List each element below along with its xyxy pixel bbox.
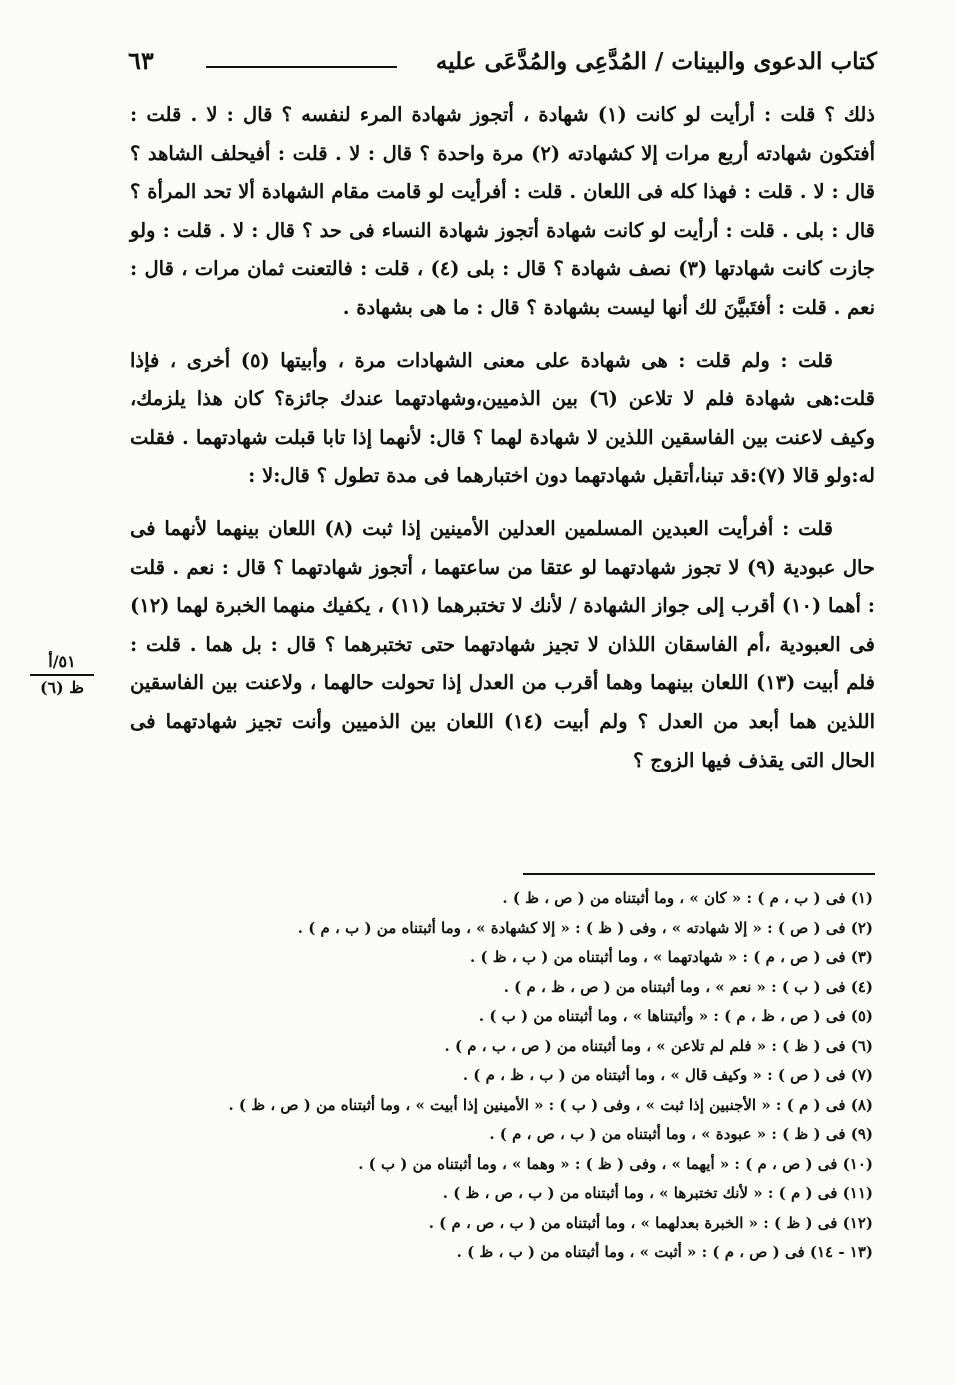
page-number: ٦٣ — [128, 46, 154, 75]
footnote: (١٠) فى ( ص ، م ) : « أيهما » ، وفى ( ظ ) : « وهما » ، وما أثبتناه من ( ب ) . — [358, 1154, 873, 1173]
footnote: (١) فى ( ب ، م ) : « كان » ، وما أثبتناه من ( ص ، ظ ) . — [502, 889, 873, 907]
footnote: (٥) فى ( ص ، ظ ، م ) : « وأثبتناها » ، وما أثبتناه من ( ب ) . — [478, 1007, 873, 1025]
footnote: (١٣ - ١٤) فى ( ص ، م ) : « أثبت » ، وما أثبتناه من ( ب ، ظ ) . — [456, 1243, 873, 1261]
main-text — [130, 96, 875, 780]
footnote: (٣) فى ( ص ، م ) : « شهادتهما » ، وما أثبتناه من ( ب ، ظ ) . — [470, 948, 873, 966]
paragraph: قلت : ولم قلت : هى شهادة على معنى الشهادات مرة ، وأبيتها (٥) أخرى ، فإذا قلت:هى شهادة فلم لا تلاعن (٦) بين الذميين،وشهادتهما عندك جائزة؟ كان هذا يلزمك، وكيف لاعنت بين الفاسقين اللذين لا شهادة لهما ؟ قال: لأنهما إذا تابا قبلت شهادتهما . فقلت له:ولو قالا (٧):قد تبنا،أتقبل شهادتهما دون اختبارهما فى مدة تطول ؟ قال:لا : — [130, 348, 875, 488]
footnote: (٦) فى ( ظ ) : « فلم لم تلاعن » ، وما أثبتناه من ( ص ، ب ، م ) . — [444, 1036, 873, 1055]
footnote: (٧) فى ( ص ) : « وكيف قال » ، وما أثبتناه من ( ب ، ظ ، م ) . — [462, 1066, 873, 1084]
header-rule — [206, 66, 397, 68]
folio-reference: ٥١/أ — [30, 652, 94, 676]
footnote: (١١) فى ( م ) : « لأنك تختبرها » ، وما أثبتناه من ( ب ، ص ، ظ ) . — [442, 1184, 873, 1202]
footnote: (٤) فى ( ب ) : « نعم » ، وما أثبتناه من ( ص ، ظ ، م ) . — [503, 977, 873, 996]
footnote: (٨) فى ( م ) : « الأجنبين إذا ثبت » ، وفى ( ب ) : « الأمينين إذا أبيت » ، وما أثبتناه من ( ص ، ظ ) . — [228, 1095, 873, 1114]
paragraph: قلت : أفرأيت العبدين المسلمين العدلين الأمينين إذا ثبت (٨) اللعان بينهما لأنهما فى حال عبودية (٩) لا تجوز شهادتهما لو عتقا من ساعتهما ، أتجوز شهادتهما ؟ قال : نعم . قلت : أهما (١٠) أقرب إلى جواز الشهادة / لأنك لا تختبرهما (١١) ، يكفيك منهما الخبرة لهما (١٢) فى العبودية ،أم الفاسقان اللذان لا تجيز شهادتهما حتى تختبرهما ؟ قال : بل هما . قلت : فلم أبيت (١٣) اللعان بينهما وهما أقرب من العدل إذا تحولت حالهما ، ولاعنت بين الفاسقين اللذين هما أبعد من العدل ؟ ولم أبيت (١٤) اللعان بين الذميين وأنت تجيز شهادتهما فى الحال التى يقذف فيها الزوج ؟ — [130, 516, 875, 772]
paragraph: ذلك ؟ قلت : أرأيت لو كانت (١) شهادة ، أتجوز شهادة المرء لنفسه ؟ قال : لا . قلت : أفتكون شهادته أربع مرات إلا كشهادته (٢) مرة واحدة ؟ قال : لا . قلت : أفيحلف الشاهد ؟ قال : لا . قلت : فهذا كله فى اللعان . قلت : أفرأيت لو قامت مقام الشهادة ألا تحد المرأة ؟ قال : بلى . قلت : أرأيت لو كانت شهادة أتجوز شهادة النساء فى حد ؟ قال : لا . قلت : ولو جازت كانت شهادتها (٣) نصف شهادة ؟ قال : بلى (٤) ، قلت : فالتعنت ثمان مرات ، قال : نعم . قلت : أفتَبيَّنَ لك أنها ليست بشهادة ؟ قال : ما هى بشهادة . — [130, 103, 875, 319]
footnotes-list — [153, 884, 873, 1268]
footnote: (١٢) فى ( ظ ) : « الخبرة بعدلهما » ، وما أثبتناه من ( ب ، ص ، م ) . — [428, 1213, 873, 1232]
page-header — [128, 44, 877, 88]
running-title: كتاب الدعوى والبينات / المُدَّعِى والمُدَّعَى عليه — [435, 48, 877, 75]
footnote: (٩) فى ( ظ ) : « عبودة » ، وما أثبتناه من ( ب ، ص ، م ) . — [489, 1125, 873, 1143]
manuscript-folio-note — [30, 652, 94, 698]
footnote: (٢) فى ( ص ) : « إلا شهادته » ، وفى ( ظ ) : « إلا كشهادة » ، وما أثبتناه من ( ب ، م ) . — [297, 918, 873, 937]
manuscript-siglum: ظ (٦) — [39, 678, 85, 697]
footnote-separator — [523, 873, 875, 875]
